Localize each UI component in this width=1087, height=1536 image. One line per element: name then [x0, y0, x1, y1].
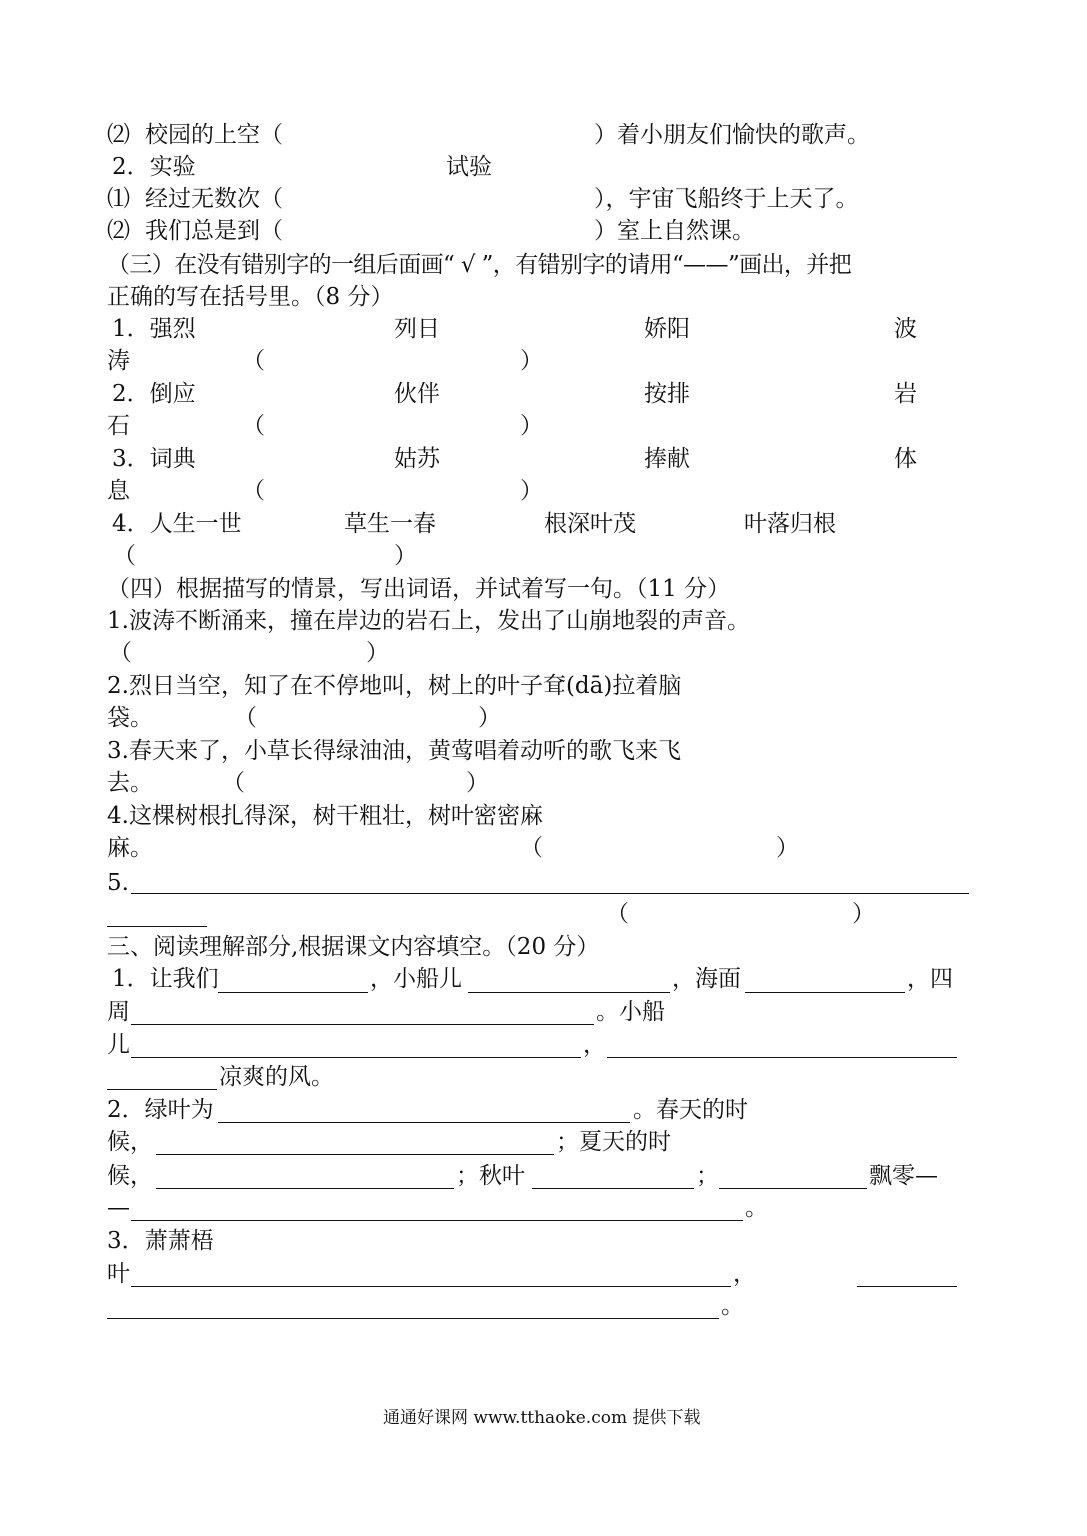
question-text: 。小船 [596, 999, 665, 1025]
item-number: ⑵ [107, 218, 130, 244]
section-heading: 三、阅读理解部分,根据课文内容填空。（20 分） [107, 934, 600, 960]
question-text: ， [583, 1032, 606, 1058]
answer-blank [857, 1286, 957, 1287]
word-choice: 岩 [894, 381, 917, 407]
answer-blank [719, 1188, 867, 1189]
answer-blank [131, 1286, 731, 1287]
section-heading: （四）根据描写的情景，写出词语，并试着写一句。（11 分） [107, 576, 731, 602]
answer-blank [218, 1122, 630, 1123]
word-choice: 涛 [107, 348, 130, 374]
answer-bracket: （ [242, 478, 265, 504]
question-text: ；秋叶 [456, 1163, 525, 1189]
question-text: 2．绿叶为 [107, 1097, 214, 1123]
question-text: 我们总是到（ [145, 218, 283, 244]
answer-blank [156, 1154, 554, 1155]
question-text: 经过无数次（ [145, 186, 283, 212]
word-choice: 1．强烈 [112, 316, 196, 342]
question-text: ），宇宙飞船终于上天了。 [594, 186, 859, 212]
word-choice: 伙伴 [394, 381, 440, 407]
answer-bracket: （ [113, 543, 136, 569]
question-text: 周 [107, 999, 130, 1025]
question-text: 3．萧萧梧 [107, 1228, 214, 1254]
answer-bracket: （ [222, 770, 245, 796]
word-choice: 4．人生一世 [112, 511, 242, 537]
answer-bracket: ） [852, 901, 875, 927]
answer-blank [131, 893, 969, 894]
section-heading: （三）在没有错别字的一组后面画“ √ ”，有错别字的请用“——”画出，并把 [107, 252, 852, 278]
word-choice: 捧献 [644, 446, 690, 472]
word-choice: 草生一春 [344, 511, 436, 537]
answer-bracket: （ [606, 901, 629, 927]
question-text: 去。 [107, 770, 153, 796]
word-choice: 石 [107, 413, 130, 439]
answer-bracket: ） [520, 478, 543, 504]
answer-blank [131, 1057, 581, 1058]
question-text: 2.烈日当空，知了在不停地叫，树上的叶子耷(dā)拉着脑 [107, 673, 682, 699]
answer-blank [218, 992, 368, 993]
question-label: 试验 [446, 154, 492, 180]
question-text: ，四 [907, 966, 953, 992]
question-text: 候， [107, 1129, 153, 1155]
question-text: 叶 [107, 1261, 130, 1287]
answer-blank [107, 1089, 217, 1090]
question-text: 4.这棵树根扎得深，树干粗壮，树叶密密麻 [107, 803, 543, 829]
word-choice: 息 [107, 478, 130, 504]
question-text: 1．让我们 [112, 966, 219, 992]
word-choice: 根深叶茂 [544, 511, 636, 537]
answer-bracket: ） [466, 770, 489, 796]
question-text: 1.波涛不断涌来，撞在岸边的岩石上，发出了山崩地裂的声音。 [107, 608, 750, 634]
answer-bracket: （ [234, 705, 257, 731]
question-text: 凉爽的风。 [219, 1064, 334, 1090]
answer-bracket: （ [242, 348, 265, 374]
answer-blank [607, 1057, 957, 1058]
question-text: ， [733, 1261, 756, 1287]
question-text: 儿 [107, 1032, 130, 1058]
word-choice: 2．倒应 [112, 381, 196, 407]
question-text: — [107, 1195, 130, 1221]
question-text: 。春天的时 [633, 1097, 748, 1123]
answer-bracket: ） [394, 543, 417, 569]
question-text: 。 [745, 1195, 768, 1221]
answer-bracket: （ [109, 640, 132, 666]
item-number: ⑴ [107, 186, 130, 212]
answer-bracket: ） [478, 705, 501, 731]
question-text: ）室上自然课。 [594, 218, 755, 244]
answer-bracket: ） [520, 413, 543, 439]
question-text: 3.春天来了，小草长得绿油油，黄莺唱着动听的歌飞来飞 [107, 738, 681, 764]
question-text: ，小船儿 [370, 966, 462, 992]
answer-bracket: （ [520, 835, 543, 861]
answer-bracket: ） [520, 348, 543, 374]
answer-bracket: （ [242, 413, 265, 439]
answer-blank [745, 992, 905, 993]
word-choice: 姑苏 [394, 446, 440, 472]
answer-blank [107, 926, 207, 927]
word-choice: 叶落归根 [744, 511, 836, 537]
question-text: ，海面 [672, 966, 741, 992]
item-number: ⑵ [107, 122, 130, 148]
answer-blank [156, 1188, 454, 1189]
word-choice: 列日 [394, 316, 440, 342]
word-choice: 体 [894, 446, 917, 472]
answer-blank [131, 1024, 594, 1025]
answer-blank [532, 1188, 694, 1189]
answer-bracket: ） [366, 640, 389, 666]
question-text: 飘零— [869, 1163, 938, 1189]
word-choice: 波 [894, 316, 917, 342]
question-text: 袋。 [107, 705, 153, 731]
question-text: ；夏天的时 [556, 1129, 671, 1155]
answer-bracket: ） [776, 835, 799, 861]
question-text: 麻。 [107, 835, 153, 861]
section-heading: 正确的写在括号里。（8 分） [107, 284, 394, 310]
word-choice: 娇阳 [644, 316, 690, 342]
question-text: 。 [721, 1293, 744, 1319]
word-choice: 按排 [644, 381, 690, 407]
page-footer: 通通好课网 www.tthaoke.com 提供下载 [383, 1408, 701, 1428]
question-text: 5. [107, 870, 129, 896]
answer-blank [468, 992, 670, 993]
question-text: ； [696, 1163, 719, 1189]
question-text: 校园的上空（ [145, 122, 283, 148]
answer-blank [131, 1220, 743, 1221]
word-choice: 3．词典 [112, 446, 196, 472]
question-text: ）着小朋友们愉快的歌声。 [594, 122, 870, 148]
question-text: 候， [107, 1163, 153, 1189]
answer-blank [107, 1318, 719, 1319]
question-label: 2．实验 [112, 154, 196, 180]
